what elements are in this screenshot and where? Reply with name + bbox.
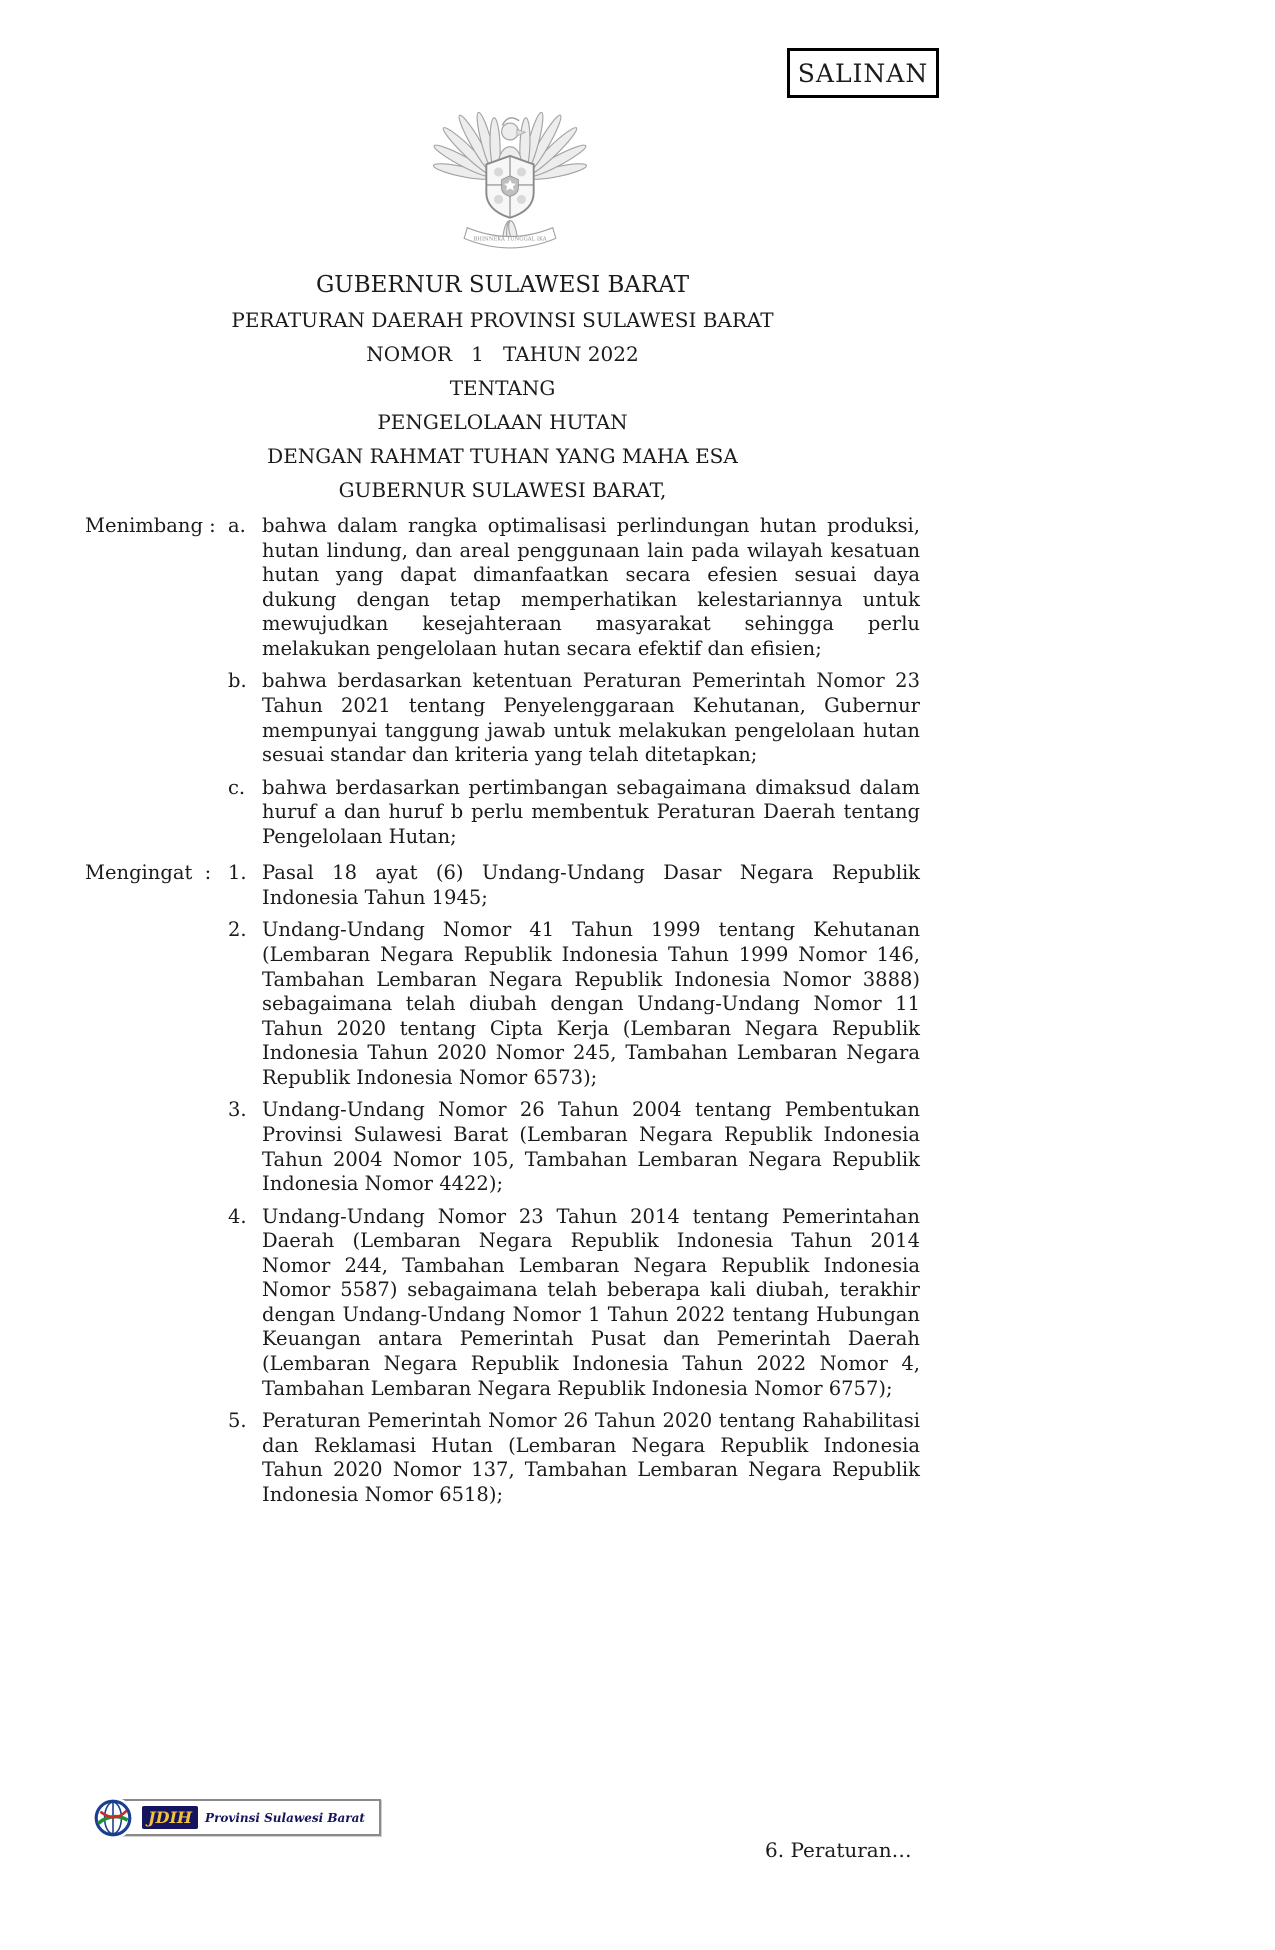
item-text: bahwa berdasarkan pertimbangan sebagaimana dimaksud dalam huruf a dan huruf b perlu membentuk Peraturan Daerah tentang Pengelolaan Hutan; (262, 775, 920, 848)
title-block (85, 272, 920, 512)
menimbang-item-b (85, 669, 920, 767)
salinan-stamp-label: SALINAN (797, 58, 929, 88)
jdih-badge-text: JDIH (142, 1806, 198, 1829)
label-spacer (85, 918, 228, 1090)
item-text: Undang-Undang Nomor 41 Tahun 1999 tentang Kehutanan (Lembaran Negara Republik Indonesia Tahun 1999 Nomor 146, Tambahan Lembaran Negara Republik Indonesia Nomor 3888) sebagaimana telah diubah dengan Undang-Undang Nomor 11 Tahun 2020 tentang Cipta Kerja (Lembaran Negara Republik Indonesia Tahun 2020 Nomor 245, Tambahan Lembaran Negara Republik Indonesia Nomor 6573); (262, 918, 920, 1089)
label-spacer (85, 1098, 228, 1196)
jdih-globe-icon (92, 1797, 134, 1839)
mengingat-item-2 (85, 918, 920, 1090)
item-text: bahwa berdasarkan ketentuan Peraturan Pemerintah Nomor 23 Tahun 2021 tentang Penyelenggaraan Kehutanan, Gubernur mempunyai tanggung jawab untuk melakukan pengelolaan hutan sesuai standar dan kriteria yang telah ditetapkan; (262, 669, 920, 767)
menimbang-label: Menimbang : (85, 514, 216, 537)
mengingat-item-5 (85, 1409, 920, 1507)
title-nomor-tahun: NOMOR 1 TAHUN 2022 (366, 342, 639, 366)
item-text: Undang-Undang Nomor 23 Tahun 2014 tentang Pemerintahan Daerah (Lembaran Negara Republik Indonesia Tahun 2014 Nomor 244, Tambahan Lembaran Negara Republik Indonesia Nomor 5587) sebagaimana telah beberapa kali diubah, terakhir dengan Undang-Undang Nomor 1 Tahun 2022 tentang Hubungan Keuangan antara Pemerintah Pusat dan Pemerintah Daerah (Lembaran Negara Republik Indonesia Tahun 2022 Nomor 4, Tambahan Lembaran Negara Republik Indonesia Nomor 6757); (262, 1204, 920, 1400)
mengingat-item-4 (85, 1205, 920, 1402)
salinan-stamp (787, 48, 939, 98)
label-spacer (85, 669, 228, 767)
label-spacer (85, 1409, 228, 1507)
item-marker: 4. (228, 1204, 247, 1228)
item-text: bahwa dalam rangka optimalisasi perlindungan hutan produksi, hutan lindung, dan areal penggunaan lain pada wilayah kesatuan hutan yang dapat dimanfaatkan secara efesien sesuai daya dukung dengan tetap memperhatikan kelestariannya untuk mewujudkan kesejahteraan masyarakat sehingga perlu melakukan pengelolaan hutan secara efektif dan efisien; (262, 514, 920, 660)
label-spacer (85, 776, 228, 850)
mengingat-label: Mengingat : (85, 861, 212, 885)
title-peraturan-daerah: PERATURAN DAERAH PROVINSI SULAWESI BARAT (231, 308, 774, 332)
catchword: 6. Peraturan… (765, 1838, 912, 1862)
item-text: Pasal 18 ayat (6) Undang-Undang Dasar Negara Republik Indonesia Tahun 1945; (262, 861, 920, 909)
document-body (85, 514, 920, 1515)
title-tentang: TENTANG (449, 376, 556, 400)
item-text: Undang-Undang Nomor 26 Tahun 2004 tentang Pembentukan Provinsi Sulawesi Barat (Lembaran Negara Republik Indonesia Tahun 2004 Nomor 105, Tambahan Lembaran Negara Republik Indonesia Nomor 4422); (262, 1098, 920, 1196)
title-rahmat: DENGAN RAHMAT TUHAN YANG MAHA ESA (267, 444, 738, 468)
item-marker: 2. (228, 918, 247, 942)
item-marker: b. (228, 669, 247, 693)
menimbang-item-c (85, 776, 920, 850)
item-marker: 1. (228, 861, 247, 885)
emblem-motto-text: BHINNEKA TUNGGAL IKA (473, 236, 547, 243)
title-gubernur-comma: GUBERNUR SULAWESI BARAT, (338, 478, 667, 502)
garuda-pancasila-emblem (426, 86, 594, 264)
mengingat-item-1 (85, 861, 920, 910)
menimbang-item-a (85, 514, 920, 661)
item-marker: a. (228, 514, 246, 537)
jdih-subtitle-text: Provinsi Sulawesi Barat (205, 1810, 365, 1825)
label-spacer (85, 1205, 228, 1402)
item-text: Peraturan Pemerintah Nomor 26 Tahun 2020 tentang Rahabilitasi dan Reklamasi Hutan (Lembaran Negara Republik Indonesia Tahun 2020 Nomor 137, Tambahan Lembaran Negara Republik Indonesia Nomor 6518); (262, 1409, 920, 1506)
mengingat-item-3 (85, 1098, 920, 1196)
item-marker: 5. (228, 1409, 247, 1433)
jdih-logo (110, 1799, 381, 1836)
garuda-emblem-graphic (426, 86, 594, 264)
item-marker: 3. (228, 1098, 247, 1122)
item-marker: c. (228, 775, 246, 799)
title-gubernur: GUBERNUR SULAWESI BARAT (315, 272, 690, 298)
title-subject: PENGELOLAAN HUTAN (377, 410, 628, 434)
